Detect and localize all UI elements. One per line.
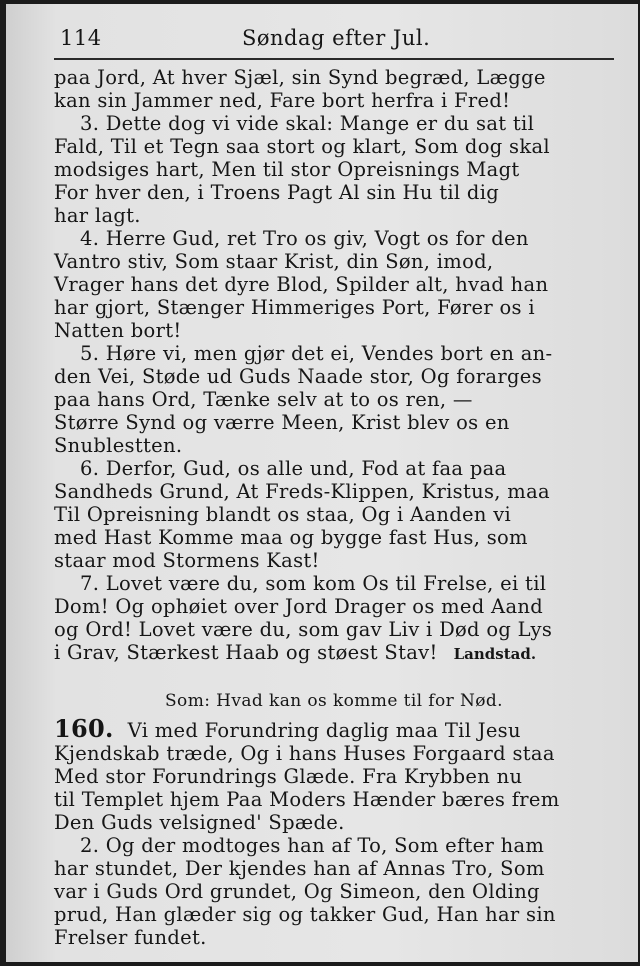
text-line: kan sin Jammer ned, Fare bort herfra i Fred! bbox=[54, 89, 511, 112]
verse-1-line: til Templet hjem Paa Moders Hænder bæres frem bbox=[54, 788, 560, 811]
verse-6-line: 6. Derfor, Gud, os alle und, Fod at faa paa bbox=[80, 457, 507, 480]
verse-2-line: Frelser fundet. bbox=[54, 926, 207, 949]
section-spacer bbox=[54, 666, 614, 690]
verse-7-line: Dom! Og ophøiet over Jord Drager os med Aand bbox=[54, 595, 544, 618]
running-title: Søndag efter Jul. bbox=[242, 26, 431, 50]
tune-reference: Som: Hvad kan os komme til for Nød. bbox=[165, 691, 503, 711]
verse-4-line: Vantro stiv, Som staar Krist, din Søn, imod, bbox=[54, 250, 494, 273]
verse-4-line: Natten bort! bbox=[54, 319, 182, 342]
text-line: paa Jord, At hver Sjæl, sin Synd begræd, Lægge bbox=[54, 66, 546, 89]
verse-5-line: Større Synd og værre Meen, Krist blev os en bbox=[54, 411, 510, 434]
verse-7-last-text: i Grav, Stærkest Haab og støest Stav! bbox=[54, 641, 438, 664]
author-name: Landstad. bbox=[453, 645, 537, 663]
verse-5-line: Snublestten. bbox=[54, 434, 183, 457]
verse-1-first-text: Vi med Forundring daglig maa Til Jesu bbox=[127, 719, 521, 742]
verse-3-line: 3. Dette dog vi vide skal: Mange er du sat til bbox=[80, 112, 535, 135]
hymn-continued bbox=[54, 66, 614, 666]
hymn-160 bbox=[54, 690, 614, 949]
verse-7-line: og Ord! Lovet være du, som gav Liv i Død og Lys bbox=[54, 618, 553, 641]
verse-4-line: har gjort, Stænger Himmeriges Port, Fører os i bbox=[54, 296, 535, 319]
verse-3-line: Fald, Til et Tegn saa stort og klart, Som dog skal bbox=[54, 135, 550, 158]
verse-2-line: 2. Og der modtoges han af To, Som efter ham bbox=[80, 834, 545, 857]
verse-7-line bbox=[54, 641, 614, 666]
verse-6-line: staar mod Stormens Kast! bbox=[54, 549, 320, 572]
verse-5-line: 5. Høre vi, men gjør det ei, Vendes bort en an- bbox=[80, 342, 553, 365]
verse-5-line: den Vei, Støde ud Guds Naade stor, Og forarges bbox=[54, 365, 542, 388]
header-rule bbox=[54, 58, 614, 60]
verse-3-line: modsiges hart, Men til stor Opreisnings Magt bbox=[54, 158, 520, 181]
verse-6-line: Til Opreisning blandt os staa, Og i Aanden vi bbox=[54, 503, 512, 526]
verse-7-line: 7. Lovet være du, som kom Os til Frelse, ei til bbox=[80, 572, 547, 595]
verse-3-line: har lagt. bbox=[54, 204, 141, 227]
page-header bbox=[54, 22, 614, 56]
page-number: 114 bbox=[60, 26, 102, 50]
verse-2-line: prud, Han glæder sig og takker Gud, Han har sin bbox=[54, 903, 556, 926]
verse-1-line: Den Guds velsigned' Spæde. bbox=[54, 811, 345, 834]
verse-4-line: Vrager hans det dyre Blod, Spilder alt, hvad han bbox=[54, 273, 549, 296]
verse-3-line: For hver den, i Troens Pagt Al sin Hu til dig bbox=[54, 181, 500, 204]
verse-1-line: Kjendskab træde, Og i hans Huses Forgaard staa bbox=[54, 742, 555, 765]
verse-5-line: paa hans Ord, Tænke selv at to os ren, — bbox=[54, 388, 473, 411]
verse-2-line: har stundet, Der kjendes han af Annas Tro, Som bbox=[54, 857, 545, 880]
book-page bbox=[6, 4, 638, 962]
verse-2-line: var i Guds Ord grundet, Og Simeon, den Olding bbox=[54, 880, 540, 903]
verse-1-line: Med stor Forundrings Glæde. Fra Krybben nu bbox=[54, 765, 523, 788]
hymn-number: 160. bbox=[54, 714, 114, 743]
verse-4-line: 4. Herre Gud, ret Tro os giv, Vogt os for den bbox=[80, 227, 529, 250]
verse-6-line: med Hast Komme maa og bygge fast Hus, som bbox=[54, 526, 528, 549]
verse-1-line bbox=[54, 714, 614, 743]
verse-6-line: Sandheds Grund, At Freds-Klippen, Kristus, maa bbox=[54, 480, 550, 503]
